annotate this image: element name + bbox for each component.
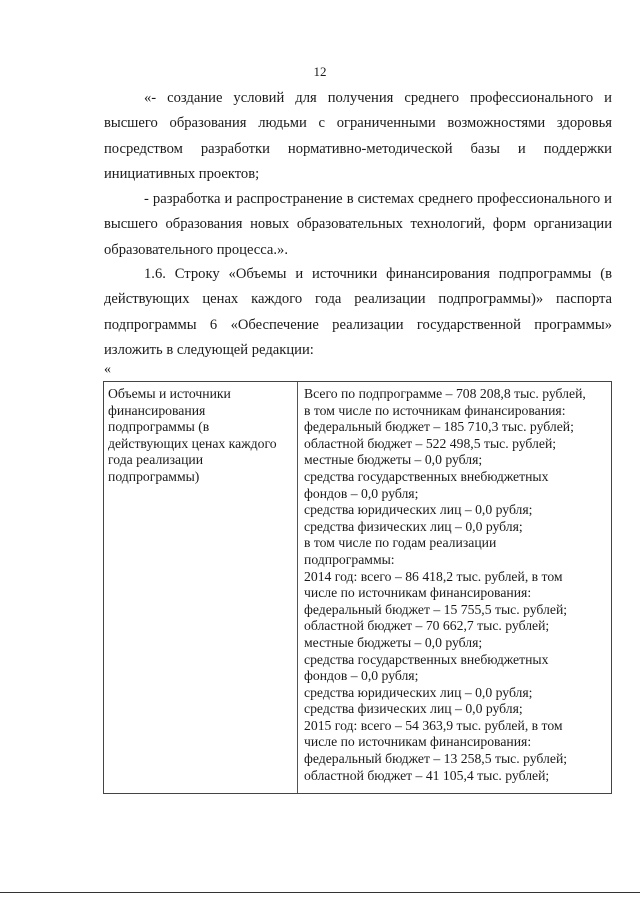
table-cell-line: финансирования — [108, 402, 206, 418]
table-cell-line: фондов – 0,0 рубля; — [304, 485, 419, 501]
table-cell-line: местные бюджеты – 0,0 рубля; — [304, 452, 483, 468]
table-cell-line: числе по источникам финансирования: — [304, 585, 532, 601]
table-cell-line: федеральный бюджет – 15 755,5 тыс. рублей; — [304, 601, 568, 617]
table-cell-line: 2014 год: всего – 86 418,2 тыс. рублей, в том — [304, 568, 563, 584]
paragraph-line: образовательного процесса.». — [104, 241, 288, 258]
table-cell-line: средства юридических лиц – 0,0 рубля; — [304, 502, 533, 518]
table-cell-line: средства государственных внебюджетных — [304, 468, 549, 484]
table-cell-line: Объемы и источники — [108, 386, 231, 401]
table-label-cell — [104, 382, 298, 793]
paragraph-3 — [104, 262, 612, 363]
paragraph-1 — [104, 86, 612, 187]
paragraph-line: изложить в следующей редакции: — [104, 341, 314, 358]
table-cell-line: 2015 год: всего – 54 363,9 тыс. рублей, в том — [304, 717, 563, 733]
paragraph-line: - разработка и распространение в системах среднего профессионального и — [144, 191, 612, 207]
table-cell-line: федеральный бюджет – 13 258,5 тыс. рублей; — [304, 751, 568, 767]
table-cell-line: средства юридических лиц – 0,0 рубля; — [304, 684, 533, 700]
table-cell-line: в том числе по годам реализации — [304, 535, 497, 551]
table-cell-line: фондов – 0,0 рубля; — [304, 668, 419, 684]
table-cell-line: средства физических лиц – 0,0 рубля; — [304, 518, 523, 534]
paragraph-line: «- создание условий для получения среднего профессионального и — [144, 90, 612, 106]
table-cell-line: областной бюджет – 70 662,7 тыс. рублей; — [304, 618, 550, 634]
table-cell-line: местные бюджеты – 0,0 рубля; — [304, 634, 483, 650]
table-cell-line: федеральный бюджет – 185 710,3 тыс. рублей; — [304, 419, 574, 435]
footer-rule — [0, 892, 640, 893]
page-number: 12 — [313, 64, 327, 79]
paragraph-line: инициативных проектов; — [104, 165, 260, 182]
table-value-cell — [298, 382, 611, 793]
paragraph-line: подпрограммы 6 «Обеспечение реализации государственной программы» — [104, 316, 612, 333]
table-cell-line: подпрограммы (в — [108, 419, 210, 435]
paragraph-line: действующих ценах каждого года реализации подпрограммы)» паспорта — [104, 291, 612, 308]
table-cell-line: в том числе по источникам финансирования: — [304, 402, 566, 418]
table-cell-line: действующих ценах каждого — [108, 435, 277, 451]
table-cell-line: областной бюджет – 41 105,4 тыс. рублей; — [304, 767, 550, 783]
table-cell-line: средства государственных внебюджетных — [304, 651, 549, 667]
paragraph-line: высшего образования людьми с ограниченными возможностями здоровья — [104, 115, 612, 132]
table-cell-line: средства физических лиц – 0,0 рубля; — [304, 701, 523, 717]
table-cell-line: подпрограммы) — [108, 468, 200, 484]
table-cell-line: областной бюджет – 522 498,5 тыс. рублей; — [304, 435, 557, 451]
paragraph-2 — [104, 187, 612, 263]
paragraph-line: 1.6. Строку «Объемы и источники финансирования подпрограммы (в — [144, 266, 612, 282]
opening-quote: « — [104, 362, 111, 377]
paragraph-line: посредством разработки нормативно-методической базы и поддержки — [104, 140, 612, 157]
table-cell-line: числе по источникам финансирования: — [304, 734, 532, 750]
table-cell-line: года реализации — [108, 452, 204, 468]
table-cell-line: подпрограммы: — [304, 551, 395, 567]
funding-table — [103, 381, 612, 794]
table-cell-line: Всего по подпрограмме – 708 208,8 тыс. рублей, — [304, 386, 586, 401]
paragraph-line: высшего образования новых образовательных технологий, форм организации — [104, 216, 612, 233]
